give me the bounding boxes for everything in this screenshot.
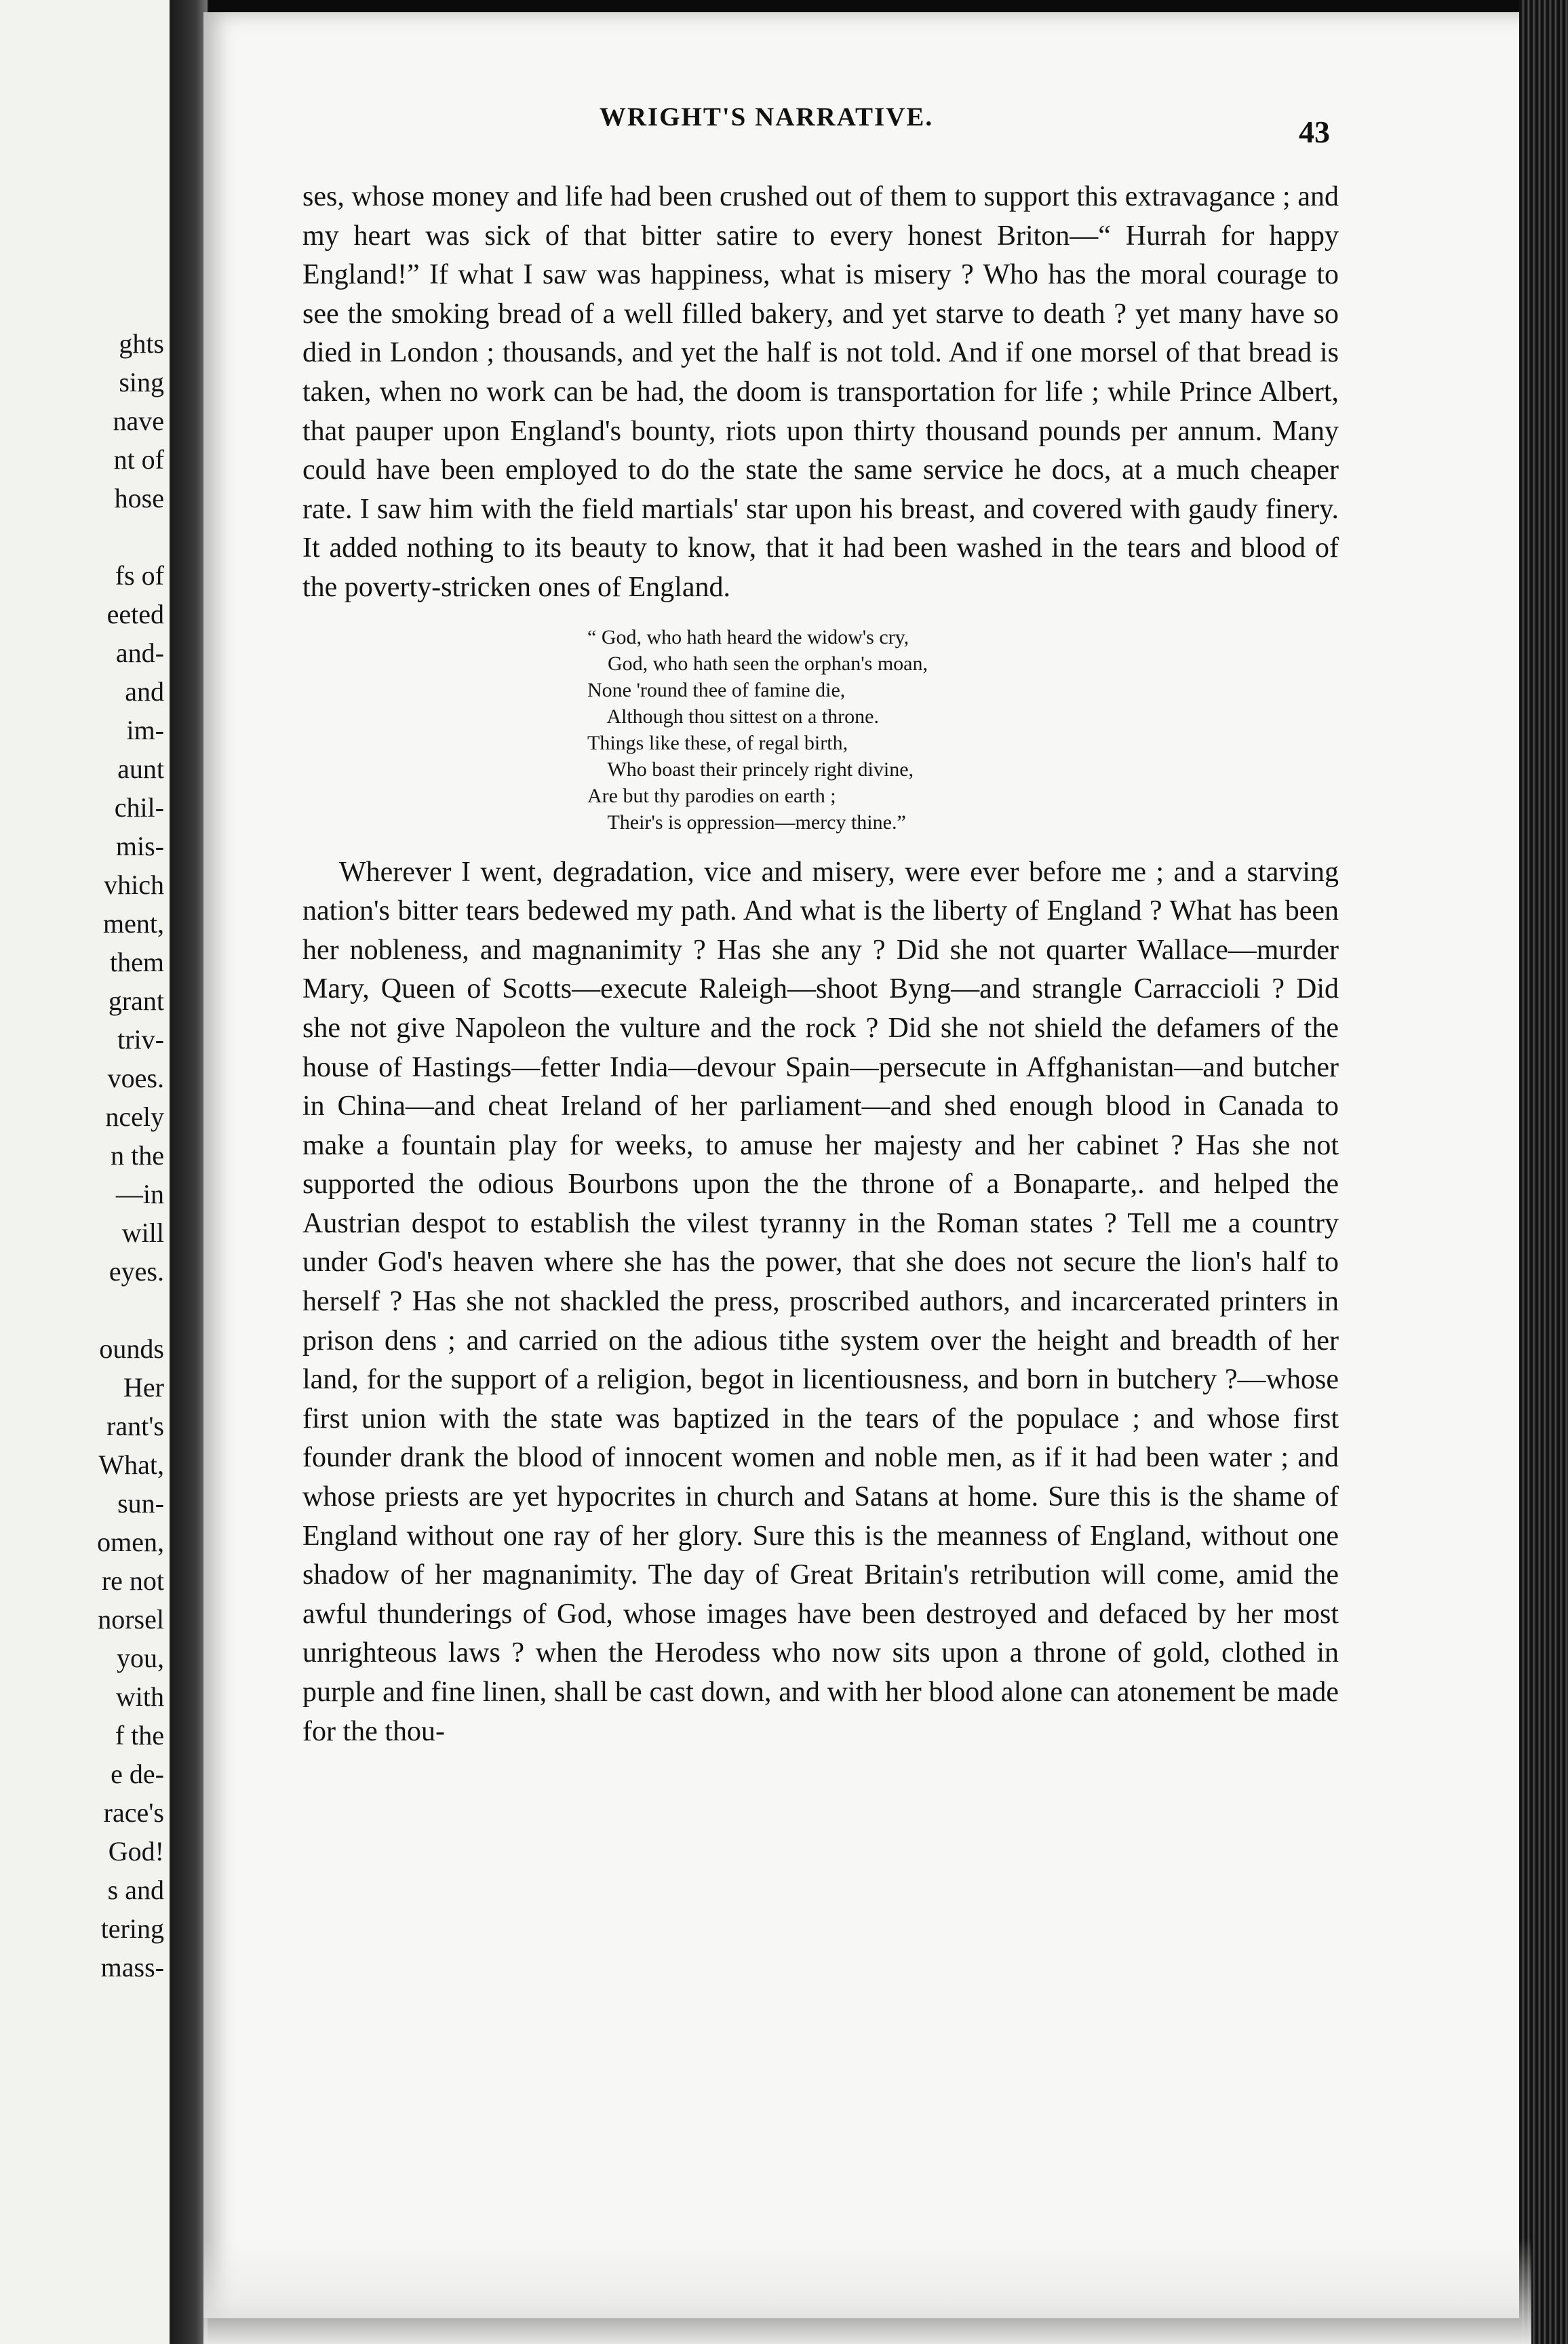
verse-line: None 'round thee of famine die,: [587, 678, 846, 701]
verse-line: “ God, who hath heard the widow's cry,: [587, 625, 909, 648]
verse-line: Things like these, of regal birth,: [587, 731, 848, 754]
left-page-line: sing: [119, 367, 164, 397]
running-head: WRIGHT'S NARRATIVE.: [599, 102, 934, 132]
left-page-line: hose: [114, 483, 164, 513]
left-page-line: God!: [108, 1836, 164, 1867]
left-page-line: fs of: [115, 560, 164, 591]
left-page-line: chil-: [114, 792, 164, 823]
left-page-line: you,: [117, 1643, 164, 1673]
left-page-line: triv-: [117, 1024, 164, 1055]
left-page-line: nt of: [113, 444, 164, 475]
left-page-line: sun-: [117, 1488, 164, 1519]
left-page-line: eyes.: [109, 1256, 164, 1287]
page-number: 43: [1299, 115, 1330, 149]
left-page-line: norsel: [98, 1604, 164, 1635]
left-page-line: Her: [123, 1372, 164, 1403]
left-page-line: aunt: [117, 754, 164, 784]
left-page-line: f the: [115, 1720, 164, 1751]
left-page-line: e de-: [111, 1759, 164, 1789]
left-facing-page-fragment: [0, 0, 170, 2344]
left-page-line: ment,: [103, 908, 164, 939]
verse-line: Are but thy parodies on earth ;: [587, 784, 836, 807]
left-page-line: s and: [107, 1875, 164, 1905]
left-page-line: grant: [108, 985, 164, 1016]
left-page-line: nave: [113, 406, 164, 436]
left-page-line: mis-: [115, 831, 164, 861]
verse-line: Although thou sittest on a throne.: [587, 705, 879, 728]
verse-quotation: [302, 624, 1339, 836]
verse-line: Who boast their princely right divine,: [587, 758, 914, 781]
left-page-line: race's: [103, 1797, 164, 1828]
left-page-line: and-: [115, 638, 164, 668]
left-page-line: eeted: [106, 599, 164, 629]
paragraph-1: ses, whose money and life had been crushed out of them to support this extravagance ; and my heart was sick of that bitter satire to every honest Briton—“ Hurrah for happy England!” If what I saw was happiness, what is misery ? Who has the moral courage to see the smoking bread of a well filled bakery, and yet starve to death ? yet many have so died in London ; thousands, and yet the half is not told. And if one morsel of that bread is taken, when no work can be had, the doom is transportation for life ; while Prince Albert, that pauper upon England's bounty, riots upon thirty thousand pounds per annum. Many could have been employed to do the state the same service he docs, at a much cheaper rate. I saw him with the field martials' star upon his breast, and covered with gaudy finery. It added nothing to its beauty to know, that it had been washed in the tears and blood of the poverty-stricken ones of England.: [302, 181, 1339, 603]
left-page-line: will: [121, 1217, 164, 1248]
left-page-line: rant's: [106, 1411, 164, 1441]
page-bottom-shade: [203, 2238, 1531, 2344]
left-page-line: im-: [126, 715, 164, 745]
left-page-line: vhich: [104, 870, 164, 900]
book-gutter: [170, 0, 208, 2344]
paragraph-2: Wherever I went, degradation, vice and misery, were ever before me ; and a starving nation's bitter tears bedewed my path. And what is the liberty of England ? What has been her nobleness, and magnanimity ? Has she any ? Did she not quarter Wallace—murder Mary, Queen of Scotts—execute Raleigh—shoot Byng—and strangle Carraccioli ? Did she not give Napoleon the vulture and the rock ? Did she not shield the defamers of the house of Hastings—fetter India—devour Spain—persecute in Affghanistan—and butcher in China—and cheat Ireland of her parliament—and shed enough blood in Canada to make a fountain play for weeks, to amuse her majesty and her cabinet ? Has she not supported the odious Bourbons upon the the throne of a Bonaparte,. and helped the Austrian despot to establish the vilest tyranny in the Roman states ? Tell me a country under God's heaven where she has the power, that she does not secure the lion's half to herself ? Has she not shackled the press, proscribed authors, and incarcerated printers in prison dens ; and carried on the adious tithe system over the height and breadth of her land, for the support of a religion, begot in licentiousness, and born in butchery ?—whose first union with the state was baptized in the tears of the populace ; and whose first founder drank the blood of innocent women and noble men, as if it had been water ; and whose priests are yet hypocrites in church and Satans at home. Sure this is the shame of England without one ray of her glory. Sure this is the meanness of England, without one shadow of her magnanimity. The day of Great Britain's retribution will come, amid the awful thunderings of God, whose images have been destroyed and defaced by her most unrighteous laws ? when the Herodess who now sits upon a throne of gold, clothed in purple and fine linen, shall be cast down, and with her blood alone can atonement be made for the thou-: [302, 856, 1339, 1747]
left-page-line: and: [125, 676, 164, 707]
left-page-line: [1, 517, 164, 556]
left-page-line: tering: [100, 1913, 164, 1944]
verse-line: God, who hath seen the orphan's moan,: [587, 652, 928, 675]
page-edges: [1519, 0, 1568, 2344]
left-page-text-fragment: [1, 324, 164, 1987]
left-page-line: voes.: [107, 1063, 164, 1093]
left-page-line: ghts: [119, 328, 164, 359]
left-page-line: ncely: [105, 1101, 164, 1132]
left-page-line: n the: [111, 1140, 164, 1171]
left-page-line: re not: [101, 1565, 164, 1596]
left-page-line: mass-: [100, 1952, 164, 1982]
left-page-line: —in: [115, 1179, 164, 1209]
left-page-line: with: [115, 1681, 164, 1712]
left-page-line: [1, 1291, 164, 1329]
verse-line: Their's is oppression—mercy thine.”: [587, 810, 906, 834]
left-page-line: What,: [98, 1449, 164, 1480]
left-page-line: them: [110, 947, 164, 977]
page-body: [302, 178, 1339, 1751]
left-page-line: omen,: [97, 1527, 164, 1557]
left-page-line: ounds: [99, 1333, 164, 1364]
